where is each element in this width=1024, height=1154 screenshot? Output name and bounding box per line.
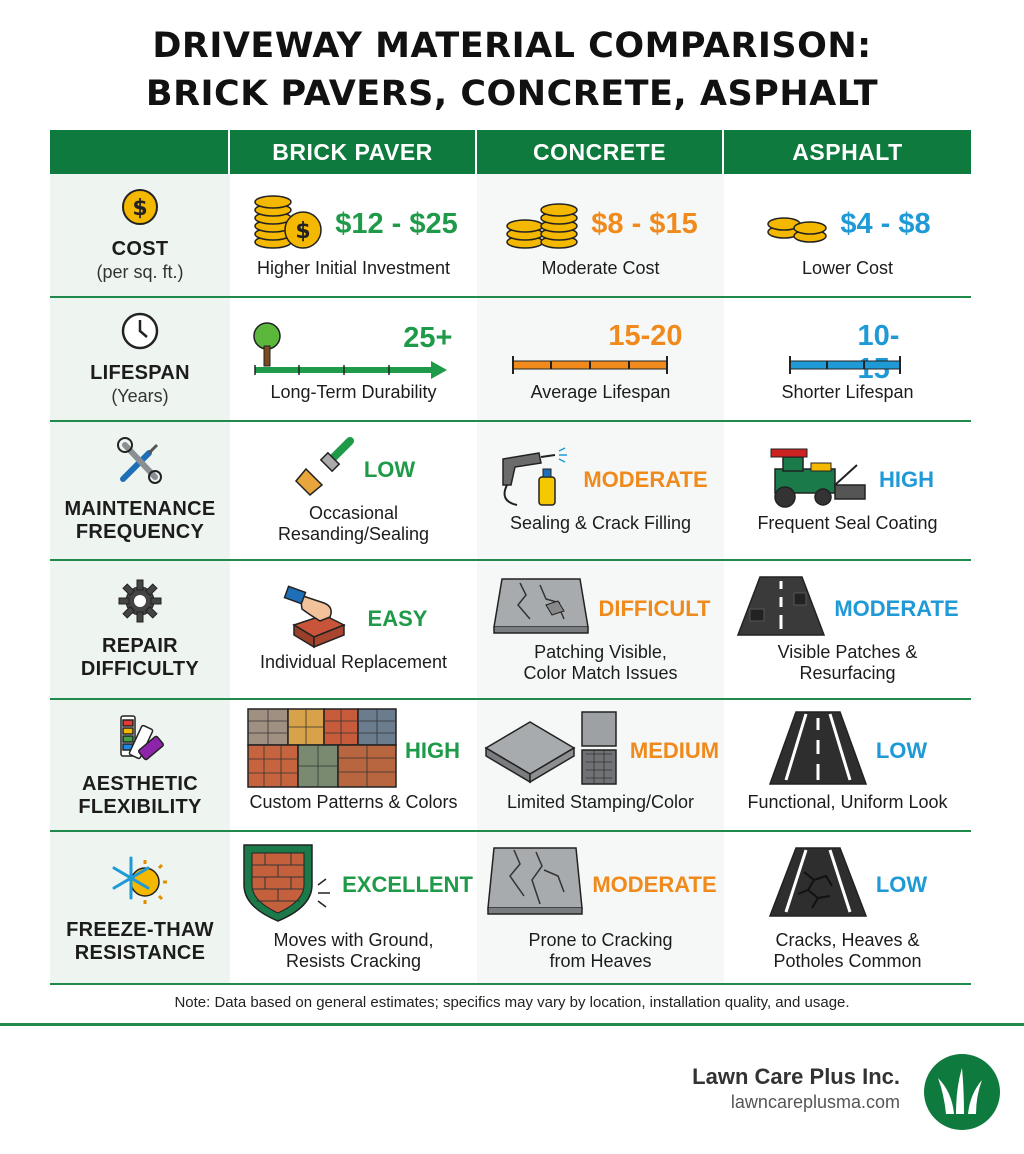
- maintenance-description: Occasional Resanding/Sealing: [277, 502, 430, 544]
- freeze-description: Prone to Cracking from Heaves: [528, 929, 673, 971]
- row-title: AESTHETIC FLEXIBILITY: [78, 772, 202, 818]
- shield-brick-icon: [234, 841, 334, 928]
- sealcoat-machine-icon: [761, 445, 871, 516]
- cell-concrete-aesthetic: [477, 700, 724, 830]
- row-subtitle: (Years): [111, 386, 169, 406]
- row-label: [50, 298, 230, 420]
- clock-icon: [120, 311, 160, 356]
- header-concrete: CONCRETE: [477, 130, 724, 174]
- gear-icon: [117, 578, 163, 629]
- cell-brick-repair: [230, 561, 477, 698]
- cell-brick-freeze: [230, 832, 477, 983]
- maintenance-description: Sealing & Crack Filling: [509, 513, 692, 533]
- row-maintenance: [50, 422, 971, 561]
- coin-stack-icon: [249, 192, 327, 257]
- cell-asphalt-maintenance: [724, 422, 971, 559]
- cell-brick-lifespan: [230, 298, 477, 420]
- cracked-slab-icon: [490, 575, 590, 642]
- row-cost: [50, 174, 971, 298]
- patched-road-icon: [736, 575, 826, 642]
- row-title: LIFESPAN: [90, 362, 190, 384]
- header-asphalt: ASPHALT: [724, 130, 971, 174]
- table-header: [50, 130, 971, 174]
- maintenance-level: LOW: [363, 456, 416, 482]
- wrench-screwdriver-icon: [115, 437, 165, 492]
- lifespan-value: 15-20: [608, 319, 683, 352]
- cell-asphalt-aesthetic: [724, 700, 971, 830]
- row-title: MAINTENANCE FREQUENCY: [64, 498, 216, 543]
- row-lifespan: [50, 298, 971, 422]
- snowflake-sun-icon: [111, 850, 169, 913]
- cell-asphalt-lifespan: [724, 298, 971, 420]
- row-label: [50, 832, 230, 983]
- freeze-level: EXCELLENT: [342, 871, 473, 897]
- freeze-level: LOW: [875, 871, 928, 897]
- cost-value: $12 - $25: [335, 208, 458, 240]
- footnote: Note: Data based on general estimates; specifics may vary by location, installation quality, and usage.: [174, 994, 850, 1011]
- page-title: [0, 22, 1024, 118]
- maintenance-level: MODERATE: [583, 467, 708, 492]
- row-title: REPAIR DIFFICULTY: [80, 635, 200, 680]
- freeze-description: Cracks, Heaves & Potholes Common: [773, 929, 922, 971]
- repair-level: EASY: [367, 606, 428, 631]
- divider: [0, 1023, 1024, 1026]
- coin-stack-icon: [764, 200, 832, 249]
- coin-stack-icon: [503, 194, 583, 255]
- cracked-road-icon: [768, 846, 868, 923]
- aesthetic-level: HIGH: [405, 737, 460, 763]
- title-line-2: BRICK PAVERS, CONCRETE, ASPHALT: [145, 74, 879, 114]
- cost-value: $8 - $15: [591, 208, 698, 240]
- pressure-washer-icon: [493, 445, 575, 516]
- hand-brick-icon: [280, 585, 360, 654]
- cell-concrete-freeze: [477, 832, 724, 983]
- timeline-bar-icon: [511, 356, 671, 381]
- title-line-1: DRIVEWAY MATERIAL COMPARISON:: [152, 26, 872, 66]
- aesthetic-level: MEDIUM: [629, 737, 720, 763]
- aesthetic-description: Limited Stamping/Color: [506, 791, 695, 812]
- row-title: FREEZE-THAW RESISTANCE: [66, 919, 214, 964]
- cell-concrete-maintenance: [477, 422, 724, 559]
- cost-value: $4 - $8: [840, 208, 931, 240]
- row-freeze-thaw: [50, 832, 971, 985]
- cell-concrete-cost: [477, 174, 724, 296]
- aesthetic-description: Functional, Uniform Look: [747, 791, 948, 812]
- header-brick-paver: BRICK PAVER: [230, 130, 477, 174]
- repair-description: Visible Patches & Resurfacing: [777, 641, 918, 683]
- brand-name: Lawn Care Plus Inc.: [692, 1064, 900, 1089]
- cell-concrete-repair: [477, 561, 724, 698]
- repair-description: Patching Visible, Color Match Issues: [523, 641, 678, 683]
- paver-patterns-icon: [247, 708, 397, 793]
- lifespan-description: Average Lifespan: [530, 381, 671, 402]
- cell-asphalt-repair: [724, 561, 971, 698]
- repair-level: DIFFICULT: [598, 595, 711, 621]
- cost-description: Lower Cost: [801, 257, 894, 278]
- svg-text:$: $: [295, 219, 311, 244]
- aesthetic-description: Custom Patterns & Colors: [249, 791, 458, 812]
- cell-asphalt-cost: [724, 174, 971, 296]
- lifespan-description: Long-Term Durability: [270, 381, 437, 402]
- timeline-bar-icon: [788, 356, 904, 381]
- row-label: [50, 422, 230, 559]
- cell-brick-cost: [230, 174, 477, 296]
- row-label: [50, 700, 230, 830]
- cell-asphalt-freeze: [724, 832, 971, 983]
- lifespan-value: 25+: [403, 321, 453, 354]
- comparison-table: [50, 130, 971, 985]
- row-label: [50, 174, 230, 296]
- dollar-coin-icon: [120, 187, 160, 232]
- cell-concrete-lifespan: [477, 298, 724, 420]
- row-repair: [50, 561, 971, 700]
- grass-logo-icon: [924, 1054, 1000, 1130]
- brand-block: [692, 1064, 900, 1113]
- row-title: COST: [111, 238, 169, 260]
- brand-url[interactable]: lawncareplusma.com: [730, 1092, 900, 1112]
- paintbrush-icon: [292, 435, 356, 504]
- cell-brick-maintenance: [230, 422, 477, 559]
- maintenance-description: Frequent Seal Coating: [757, 513, 938, 533]
- svg-text:$: $: [132, 196, 148, 221]
- freeze-description: Moves with Ground, Resists Cracking: [273, 929, 434, 971]
- freeze-level: MODERATE: [592, 871, 717, 897]
- row-aesthetic: [50, 700, 971, 832]
- row-label: [50, 561, 230, 698]
- row-subtitle: (per sq. ft.): [96, 262, 184, 282]
- header-blank: [50, 130, 230, 174]
- cracked-slab-icon: [484, 846, 584, 923]
- concrete-slab-icon: [482, 710, 622, 791]
- cell-brick-aesthetic: [230, 700, 477, 830]
- repair-description: Individual Replacement: [259, 652, 448, 672]
- aesthetic-level: LOW: [875, 737, 928, 763]
- maintenance-level: HIGH: [879, 467, 934, 492]
- road-icon: [768, 710, 868, 791]
- lifespan-value: 10-: [857, 319, 900, 352]
- lifespan-description: Shorter Lifespan: [781, 381, 914, 402]
- color-swatch-icon: [115, 712, 165, 767]
- cost-description: Higher Initial Investment: [256, 257, 451, 278]
- cost-description: Moderate Cost: [541, 257, 660, 278]
- repair-level: MODERATE: [834, 595, 959, 621]
